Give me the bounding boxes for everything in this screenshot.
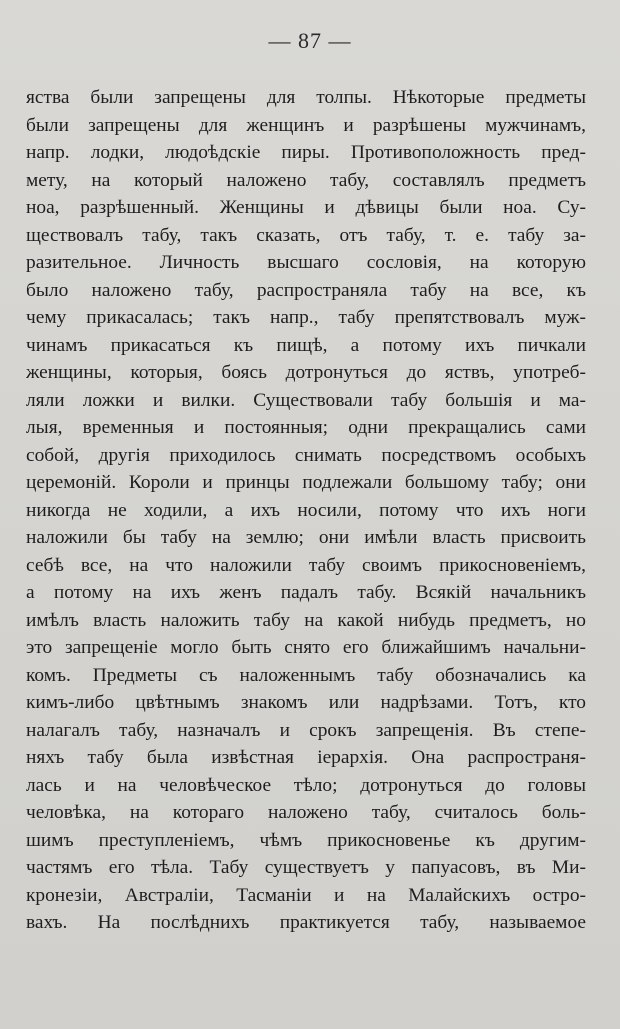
text-line: это запрещенiе могло быть снято его ближайшимъ начальни- <box>26 637 586 658</box>
text-line: частямъ его тѣла. Табу существуетъ у папуасовъ, въ Ми- <box>26 857 586 878</box>
text-line: ляли ложки и вилки. Существовали табу большiя и ма- <box>26 389 586 411</box>
text-line: было наложено табу, распространяла табу на все, къ <box>26 279 586 301</box>
text-line: были запрещены для женщинъ и разрѣшены мужчинамъ, <box>26 114 586 136</box>
text-line: чему прикасалась; такъ напр., табу препятствовалъ муж- <box>26 307 586 328</box>
text-line: никогда не ходили, а ихъ носили, потому что ихъ ноги <box>26 499 586 521</box>
text-line: ществовалъ табу, такъ сказать, отъ табу, т. е. табу за- <box>26 224 586 246</box>
text-line: чинамъ прикасаться къ пищѣ, а потому ихъ пичкали <box>26 334 586 356</box>
body-text <box>26 84 586 937</box>
text-line: женщины, которыя, боясь дотронуться до яствъ, употреб- <box>26 362 586 383</box>
text-line: вахъ. На послѣднихъ практикуется табу, называемое <box>26 912 586 933</box>
text-line: церемонiй. Короли и принцы подлежали большому табу; они <box>26 472 586 493</box>
text-line: себѣ все, на что наложили табу своимъ прикосновенiемъ, <box>26 554 586 576</box>
text-line: а потому на ихъ женъ падалъ табу. Всякiй начальникъ <box>26 582 586 603</box>
text-line: кимъ-либо цвѣтнымъ знакомъ или надрѣзами. Тотъ, кто <box>26 692 586 713</box>
text-line: няхъ табу была извѣстная iерархiя. Она распространя- <box>26 747 586 768</box>
text-line: имѣлъ власть наложить табу на какой нибудь предметъ, но <box>26 609 586 631</box>
text-line: разительное. Личность высшаго сословiя, на которую <box>26 252 586 273</box>
text-line: налагалъ табу, назначалъ и срокъ запрещенiя. Въ степе- <box>26 719 586 741</box>
text-line: наложили бы табу на землю; они имѣли власть присвоить <box>26 527 586 548</box>
text-line: лыя, временныя и постоянныя; одни прекращались сами <box>26 417 586 438</box>
text-line: лась и на человѣческое тѣло; дотронуться до головы <box>26 774 586 796</box>
text-line: комъ. Предметы съ наложеннымъ табу обозначались ка <box>26 664 586 686</box>
text-line: кронезiи, Австралiи, Тасманiи и на Малайскихъ остро- <box>26 884 586 906</box>
text-line: шимъ преступленiемъ, чѣмъ прикосновенье къ другим- <box>26 829 586 851</box>
text-line: напр. лодки, людоѣдскiе пиры. Противоположность пред- <box>26 142 586 163</box>
page-number: — 87 — <box>268 28 352 53</box>
text-line: ноа, разрѣшенный. Женщины и дѣвицы были ноа. Су- <box>26 197 586 218</box>
text-line: собой, другiя приходилось снимать посредствомъ особыхъ <box>26 444 586 466</box>
text-line: мету, на который наложено табу, составлялъ предметъ <box>26 169 586 191</box>
text-line: человѣка, на котораго наложено табу, считалось боль- <box>26 802 586 823</box>
text-line: яства были запрещены для толпы. Нѣкоторые предметы <box>26 87 586 108</box>
